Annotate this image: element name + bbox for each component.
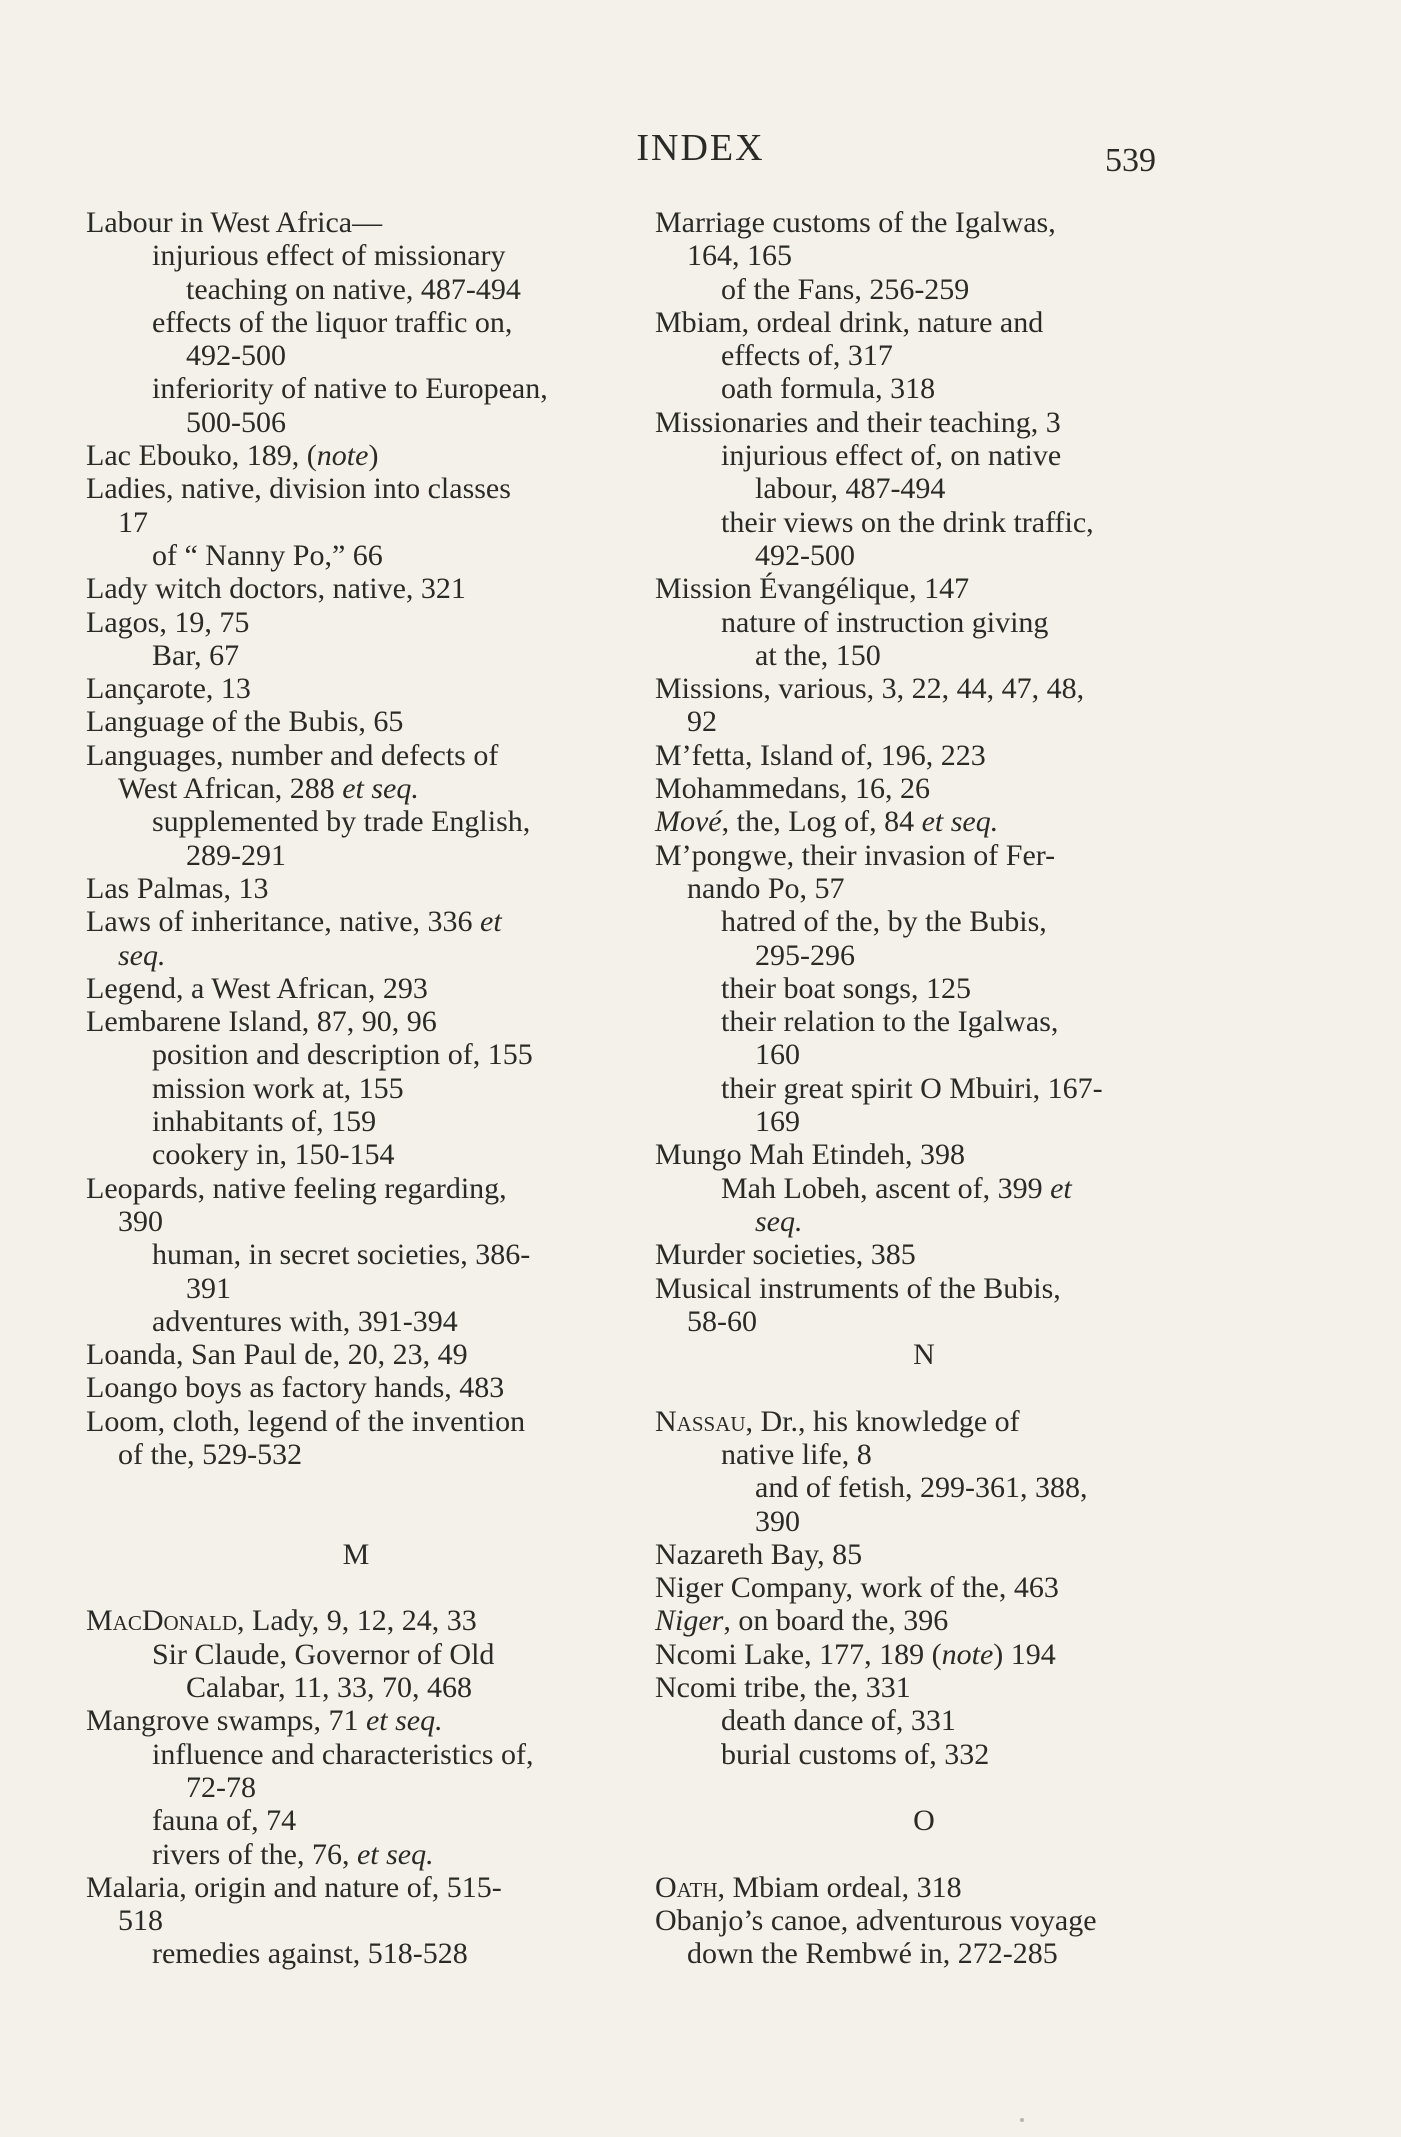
index-entry	[86, 639, 626, 672]
index-entry	[655, 1105, 1193, 1138]
index-entry	[86, 772, 626, 805]
entry-text: and of fetish, 299-361, 388,	[755, 1471, 1088, 1505]
page-title: INDEX	[636, 127, 765, 169]
index-entry	[86, 1438, 626, 1471]
entry-text: Bar, 67	[152, 638, 240, 672]
index-entry	[655, 1937, 1193, 1970]
entry-small-caps: MacDonald	[86, 1604, 238, 1638]
index-entry	[655, 939, 1193, 972]
index-entry	[86, 672, 626, 705]
entry-italic: et seq.	[342, 772, 419, 806]
index-entry	[86, 239, 626, 272]
entry-text: Loom, cloth, legend of the invention	[86, 1404, 526, 1438]
entry-text: West African, 288	[118, 772, 343, 806]
entry-italic: note	[316, 439, 369, 473]
section-heading: M	[342, 1537, 370, 1571]
entry-text: 164, 165	[687, 239, 792, 273]
index-entry	[655, 1305, 1193, 1338]
index-entry	[86, 1138, 626, 1171]
index-entry	[655, 1871, 1193, 1904]
entry-text: inhabitants of, 159	[152, 1105, 377, 1139]
entry-text: 92	[687, 705, 717, 739]
index-entry	[655, 1538, 1193, 1571]
index-entry	[86, 406, 626, 439]
index-entry	[86, 1638, 626, 1671]
entry-text: death dance of, 331	[721, 1704, 956, 1738]
index-entry	[655, 1671, 1193, 1704]
index-entry	[86, 1704, 626, 1737]
entry-suffix: )	[368, 439, 379, 473]
spacer	[86, 1505, 626, 1538]
entry-text: 390	[755, 1504, 800, 1538]
entry-text: Calabar, 11, 33, 70, 468	[186, 1671, 472, 1705]
entry-italic: note	[941, 1637, 994, 1671]
index-entry	[86, 1238, 626, 1271]
entry-text: Missionaries and their teaching, 3	[655, 405, 1061, 439]
entry-text: Mission Évangélique, 147	[655, 572, 970, 606]
entry-italic: Mové	[655, 805, 722, 839]
entry-text: injurious effect of, on native	[721, 439, 1062, 473]
index-entry	[655, 805, 1193, 838]
entry-text: 169	[755, 1105, 800, 1139]
index-entry	[86, 472, 626, 505]
index-entry	[655, 1571, 1193, 1604]
entry-text: Sir Claude, Governor of Old	[152, 1637, 495, 1671]
scan-speck	[1020, 2118, 1024, 2122]
index-entry	[86, 506, 626, 539]
index-entry	[86, 1804, 626, 1837]
index-entry	[86, 972, 626, 1005]
entry-suffix: , the, Log of, 84	[721, 805, 922, 839]
entry-text: Legend, a West African, 293	[86, 971, 428, 1005]
index-entry	[86, 1205, 626, 1238]
entry-text: native life, 8	[721, 1437, 872, 1471]
index-entry	[86, 1338, 626, 1371]
entry-text: hatred of the, by the Bubis,	[721, 905, 1047, 939]
entry-text: 58-60	[687, 1304, 757, 1338]
entry-text: Murder societies, 385	[655, 1238, 916, 1272]
index-entry	[655, 1738, 1193, 1771]
index-entry	[655, 206, 1193, 239]
index-entry	[655, 339, 1193, 372]
entry-text: Lembarene Island, 87, 90, 96	[86, 1005, 437, 1039]
entry-text: supplemented by trade English,	[152, 805, 531, 839]
entry-text: rivers of the, 76,	[152, 1837, 357, 1871]
index-entry	[86, 1838, 626, 1871]
entry-text: cookery in, 150-154	[152, 1138, 395, 1172]
index-entry	[655, 1205, 1193, 1238]
entry-text: their great spirit O Mbuiri, 167-	[721, 1071, 1103, 1105]
spacer	[655, 1838, 1193, 1871]
entry-text: Niger Company, work of the, 463	[655, 1571, 1059, 1605]
entry-text: Ladies, native, division into classes	[86, 472, 511, 506]
entry-text: oath formula, 318	[721, 372, 936, 406]
entry-text: Mbiam, ordeal drink, nature and	[655, 305, 1044, 339]
entry-text: Languages, number and defects of	[86, 738, 499, 772]
entry-text: Lady witch doctors, native, 321	[86, 572, 466, 606]
index-entry	[655, 606, 1193, 639]
entry-italic: et seq.	[921, 805, 999, 839]
index-entry	[655, 1505, 1193, 1538]
entry-text: Las Palmas, 13	[86, 871, 269, 905]
index-entry	[655, 406, 1193, 439]
index-entry	[655, 1072, 1193, 1105]
entry-text: their boat songs, 125	[721, 971, 971, 1005]
entry-text: Mangrove swamps, 71	[86, 1704, 366, 1738]
spacer	[86, 1571, 626, 1604]
index-entry	[86, 1172, 626, 1205]
entry-text: Loango boys as factory hands, 483	[86, 1371, 505, 1405]
entry-text: fauna of, 74	[152, 1804, 297, 1838]
entry-text: 160	[755, 1038, 800, 1072]
entry-text: at the, 150	[755, 638, 881, 672]
index-entry	[655, 872, 1193, 905]
index-entry	[86, 1072, 626, 1105]
index-entry	[655, 273, 1193, 306]
entry-text: Leopards, native feeling regarding,	[86, 1171, 507, 1205]
entry-text: Loanda, San Paul de, 20, 23, 49	[86, 1338, 468, 1372]
entry-text: Language of the Bubis, 65	[86, 705, 404, 739]
entry-text: Ncomi Lake, 177, 189 (	[655, 1637, 942, 1671]
index-entry	[86, 1738, 626, 1771]
entry-text: M’pongwe, their invasion of Fer-	[655, 838, 1056, 872]
index-entry	[655, 372, 1193, 405]
entry-italic: et seq.	[356, 1837, 434, 1871]
entry-text: adventures with, 391-394	[152, 1304, 458, 1338]
index-entry	[655, 239, 1193, 272]
index-entry	[86, 1305, 626, 1338]
entry-text: 492-500	[755, 538, 855, 572]
index-entry	[86, 1871, 626, 1904]
entry-text: of the Fans, 256-259	[721, 272, 970, 306]
index-entry	[86, 1105, 626, 1138]
entry-text: 17	[118, 505, 148, 539]
index-entry	[86, 805, 626, 838]
entry-text: 295-296	[755, 938, 855, 972]
index-entry	[86, 1038, 626, 1071]
entry-italic: seq.	[755, 1204, 803, 1238]
index-entry	[86, 739, 626, 772]
index-entry	[86, 839, 626, 872]
entry-text: Mungo Mah Etindeh, 398	[655, 1138, 965, 1172]
index-entry	[655, 1172, 1193, 1205]
entry-text: nando Po, 57	[687, 871, 845, 905]
index-entry	[655, 1471, 1193, 1504]
index-entry	[655, 1604, 1193, 1637]
spacer	[655, 1771, 1193, 1804]
index-entry	[86, 1604, 626, 1637]
entry-text: position and description of, 155	[152, 1038, 533, 1072]
entry-text: M’fetta, Island of, 196, 223	[655, 738, 986, 772]
entry-text: mission work at, 155	[152, 1071, 404, 1105]
entry-text: burial customs of, 332	[721, 1737, 990, 1771]
entry-text: of the, 529-532	[118, 1437, 303, 1471]
index-entry	[86, 705, 626, 738]
index-entry	[86, 905, 626, 938]
section-heading: N	[913, 1338, 935, 1372]
index-entry	[655, 772, 1193, 805]
index-entry	[86, 872, 626, 905]
index-entry	[655, 739, 1193, 772]
index-entry	[655, 1638, 1193, 1671]
entry-suffix: , Dr., his knowledge of	[745, 1404, 1020, 1438]
index-entry	[655, 506, 1193, 539]
index-entry	[655, 639, 1193, 672]
entry-text: Laws of inheritance, native, 336	[86, 905, 481, 939]
index-entry	[655, 1438, 1193, 1471]
entry-text: Labour in West Africa—	[86, 206, 383, 239]
entry-text: Missions, various, 3, 22, 44, 47, 48,	[655, 672, 1085, 706]
index-entry	[86, 1671, 626, 1704]
entry-italic: et seq.	[365, 1704, 443, 1738]
entry-text: inferiority of native to European,	[152, 372, 548, 406]
index-entry	[86, 939, 626, 972]
spacer	[655, 1371, 1193, 1404]
entry-text: 518	[118, 1904, 163, 1938]
entry-text: their views on the drink traffic,	[721, 505, 1094, 539]
entry-text: influence and characteristics of,	[152, 1737, 534, 1771]
entry-text: of “ Nanny Po,” 66	[152, 538, 383, 572]
entry-small-caps: Oath	[655, 1870, 718, 1904]
index-entry	[86, 1272, 626, 1305]
entry-text: teaching on native, 487-494	[186, 272, 521, 306]
entry-italic: seq.	[118, 938, 166, 972]
entry-italic: Niger	[655, 1604, 724, 1638]
entry-text: Lagos, 19, 75	[86, 605, 250, 639]
entry-text: Mohammedans, 16, 26	[655, 772, 930, 806]
index-column-left	[86, 206, 626, 1971]
spacer	[86, 1471, 626, 1504]
index-entry	[655, 1904, 1193, 1937]
entry-text: injurious effect of missionary	[152, 239, 506, 273]
index-entry	[655, 472, 1193, 505]
entry-text: human, in secret societies, 386-	[152, 1238, 531, 1272]
entry-text: effects of the liquor traffic on,	[152, 305, 513, 339]
entry-text: effects of, 317	[721, 339, 893, 373]
index-entry	[655, 1138, 1193, 1171]
entry-text: Musical instruments of the Bubis,	[655, 1271, 1061, 1305]
entry-suffix: , Mbiam ordeal, 318	[717, 1870, 962, 1904]
entry-text: remedies against, 518-528	[152, 1937, 468, 1971]
entry-suffix: ) 194	[993, 1637, 1056, 1671]
entry-text: labour, 487-494	[755, 472, 946, 506]
index-entry	[86, 539, 626, 572]
index-column-right	[655, 206, 1193, 1971]
index-entry	[655, 539, 1193, 572]
index-entry	[655, 705, 1193, 738]
entry-text: nature of instruction giving	[721, 605, 1049, 639]
entry-text: Mah Lobeh, ascent of, 399	[721, 1171, 1051, 1205]
entry-text: Ncomi tribe, the, 331	[655, 1671, 911, 1705]
index-entry	[86, 306, 626, 339]
index-entry	[655, 972, 1193, 1005]
index-entry	[655, 1405, 1193, 1438]
entry-text: Lançarote, 13	[86, 672, 251, 706]
index-entry	[655, 1038, 1193, 1071]
index-entry	[655, 1272, 1193, 1305]
entry-text: Nazareth Bay, 85	[655, 1537, 863, 1571]
entry-suffix: , on board the, 396	[723, 1604, 949, 1638]
index-entry	[655, 1005, 1193, 1038]
entry-italic: et	[480, 905, 502, 939]
index-entry	[655, 1238, 1193, 1271]
entry-text: Malaria, origin and nature of, 515-	[86, 1870, 502, 1904]
index-entry	[655, 839, 1193, 872]
entry-text: 391	[186, 1271, 231, 1305]
entry-text: 390	[118, 1204, 163, 1238]
entry-text: 500-506	[186, 405, 286, 439]
index-entry	[655, 905, 1193, 938]
index-entry	[655, 1704, 1193, 1737]
entry-text: down the Rembwé in, 272-285	[687, 1937, 1058, 1971]
index-entry	[86, 206, 626, 239]
page-number: 539	[1105, 142, 1156, 179]
entry-text: Obanjo’s canoe, adventurous voyage	[655, 1904, 1097, 1938]
index-entry	[655, 572, 1193, 605]
index-entry	[86, 1937, 626, 1970]
entry-text: Marriage customs of the Igalwas,	[655, 206, 1056, 239]
index-entry	[655, 306, 1193, 339]
entry-text: their relation to the Igalwas,	[721, 1005, 1059, 1039]
entry-small-caps: Nassau	[655, 1404, 746, 1438]
entry-text: 289-291	[186, 838, 286, 872]
entry-italic: et	[1050, 1171, 1072, 1205]
entry-suffix: , Lady, 9, 12, 24, 33	[237, 1604, 477, 1638]
index-entry	[86, 1405, 626, 1438]
index-entry	[86, 273, 626, 306]
index-entry	[86, 1771, 626, 1804]
index-entry	[86, 339, 626, 372]
entry-text: 492-500	[186, 339, 286, 373]
index-entry	[86, 1005, 626, 1038]
index-entry	[86, 1904, 626, 1937]
index-entry	[86, 1371, 626, 1404]
entry-text: Lac Ebouko, 189, (	[86, 439, 317, 473]
section-heading: O	[913, 1804, 935, 1838]
index-entry	[86, 606, 626, 639]
index-entry	[86, 439, 626, 472]
index-entry	[655, 672, 1193, 705]
index-entry	[655, 439, 1193, 472]
index-entry	[86, 572, 626, 605]
index-entry	[86, 372, 626, 405]
entry-text: 72-78	[186, 1770, 256, 1804]
